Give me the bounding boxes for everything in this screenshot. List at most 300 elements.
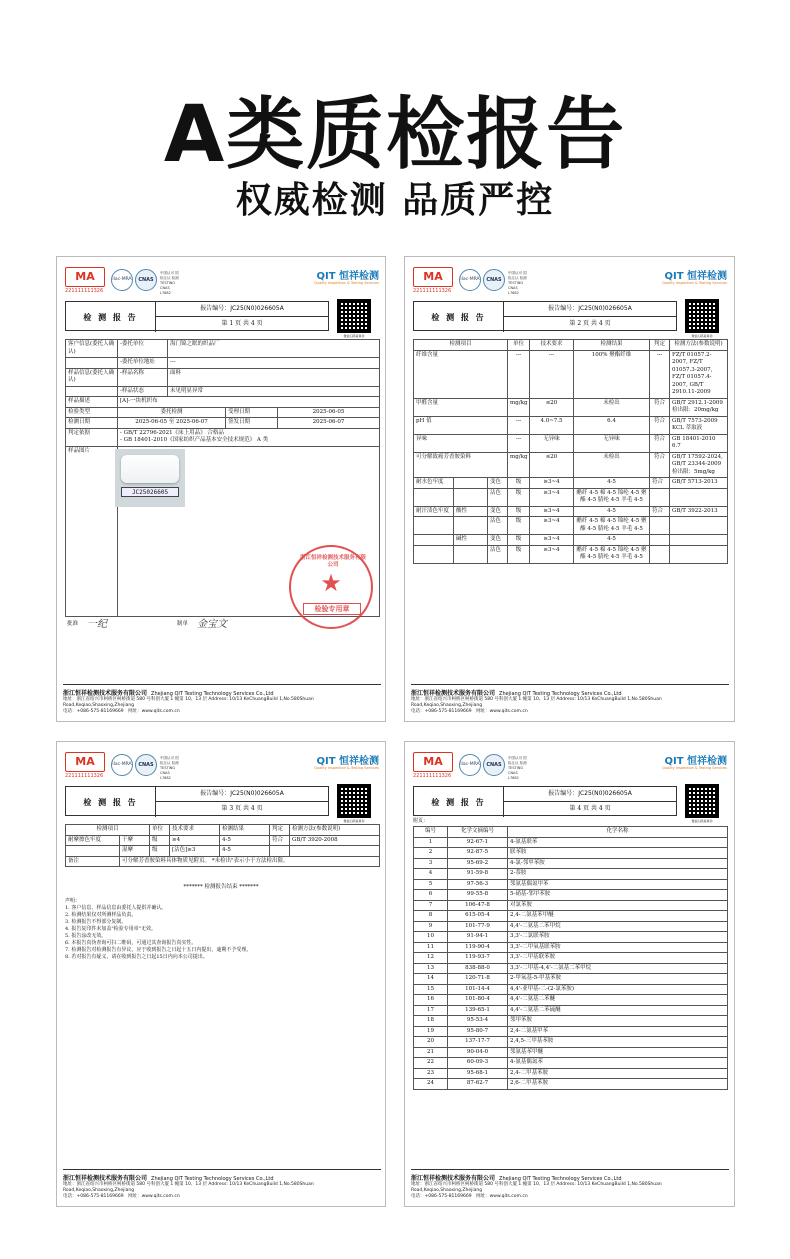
table-cell: 符合 xyxy=(650,416,670,434)
table-cell: 11 xyxy=(414,942,448,953)
ma-id: 221111111326 xyxy=(65,773,104,779)
table-cell: 检测日期 xyxy=(66,418,118,429)
table-row xyxy=(414,1016,728,1027)
table-header-row xyxy=(414,340,728,351)
table-cell: 对氯苯胺 xyxy=(508,900,728,911)
table-row xyxy=(414,1047,728,1058)
table-header: 单位 xyxy=(508,340,530,351)
table-header: 技术要求 xyxy=(530,340,574,351)
table-cell: 10 xyxy=(414,932,448,943)
table-cell: 邻氨基偶氮甲苯 xyxy=(508,879,728,890)
table-cell: 13 xyxy=(414,963,448,974)
table-cell xyxy=(414,517,454,535)
table-cell: 106-47-8 xyxy=(448,900,508,911)
table-cell: 2,4-二甲基苯胺 xyxy=(508,1068,728,1079)
table-cell: 级 xyxy=(150,846,170,857)
table-cell: 碱性 xyxy=(454,535,488,546)
table-cell: --- xyxy=(508,416,530,434)
table-cell: -样品状态 xyxy=(118,386,168,397)
qit-subtitle: Quality Inspection & Testing Services xyxy=(314,766,379,770)
table-cell: 纤维含量 xyxy=(414,350,508,398)
table-cell: [A]-一块机织布 xyxy=(118,397,380,408)
table-cell: 邻甲苯胺 xyxy=(508,1016,728,1027)
table-header-row xyxy=(414,827,728,838)
make-label: 制单 xyxy=(177,621,189,627)
table-cell xyxy=(670,488,728,506)
table-cell: 级 xyxy=(508,488,530,506)
company-name: 浙江恒祥检测技术服务有限公司 xyxy=(63,1175,148,1182)
table-cell: 2025-06-05 至 2025-06-07 xyxy=(118,418,226,429)
table-cell: 级 xyxy=(508,535,530,546)
qit-logo: QIT 恒祥检测 xyxy=(316,756,379,767)
basis-line: - GB/T 22796-2021《床上用品》 合格品 xyxy=(120,429,224,436)
table-cell xyxy=(454,488,488,506)
logo-bar xyxy=(413,752,727,782)
table-row xyxy=(414,984,728,995)
declaration-line: 3. 检测报告不得部分复制。 xyxy=(65,919,127,925)
table-cell: 95-80-7 xyxy=(448,1026,508,1037)
table-row xyxy=(414,974,728,985)
test-results-table xyxy=(413,339,728,564)
table-cell: 101-77-9 xyxy=(448,921,508,932)
qr-caption: 微信扫码查真伪 xyxy=(343,819,365,823)
table-cell: 样品图片 xyxy=(66,446,118,616)
table-cell: 无异味 xyxy=(530,434,574,452)
table-header: 单位 xyxy=(150,825,170,836)
table-cell: 6.4 xyxy=(574,416,650,434)
table-row xyxy=(414,911,728,922)
report-page-4 xyxy=(404,741,735,1207)
declaration-line: 1. 客户信息，样品信息由委托人提供并确认。 xyxy=(65,905,167,911)
table-cell: 4,4'-二氨基二苯醚 xyxy=(508,995,728,1006)
table-cell: --- xyxy=(168,358,380,369)
table-cell: 17 xyxy=(414,1005,448,1016)
table-row xyxy=(414,995,728,1006)
table-cell: FZ/T 01057.2-2007, FZ/T 01057.3-2007, FZ/T 01057.4-2007, GB/T 2910.11-2009 xyxy=(670,350,728,398)
table-cell: 备注 xyxy=(66,856,120,867)
table-cell: 87-62-7 xyxy=(448,1079,508,1090)
table-cell: 838-88-0 xyxy=(448,963,508,974)
cnas-logo: CNAS xyxy=(135,754,157,776)
table-cell: 21 xyxy=(414,1047,448,1058)
table-cell: 符合 xyxy=(270,835,290,846)
declaration xyxy=(65,898,365,961)
sample-photo xyxy=(115,449,185,507)
table-cell xyxy=(414,535,454,546)
table-cell: 4-5 xyxy=(220,835,270,846)
table-cell: GB 18401-2010 6.7 xyxy=(670,434,728,452)
page-footer xyxy=(63,1169,381,1200)
company-address: 地址：浙江省绍兴市柯桥区柯桥街道 580 号科创大厦 1 幢第 10、13 层 Address: 10/13 KeChuangBuild 1,No.580Shuan Road,Keqiao,Shaoxing,Zhejiang xyxy=(63,1182,314,1193)
table-cell: 4-氯-邻甲苯胺 xyxy=(508,858,728,869)
cnas-id: 中国认可 国际互认 检测 TESTING CNAS L7682 xyxy=(508,756,527,780)
table-cell: 检验类型 xyxy=(66,407,118,418)
table-cell: ≥3~4 xyxy=(530,506,574,517)
table-row xyxy=(414,837,728,848)
table-row xyxy=(414,1079,728,1090)
headline: A类质检报告 xyxy=(163,90,627,180)
qit-subtitle: Quality Inspection & Testing Services xyxy=(662,766,727,770)
table-cell: 119-90-4 xyxy=(448,942,508,953)
table-header: 编号 xyxy=(414,827,448,838)
table-cell: 醋纤 4-5 棉 4-5 锦纶 4-5 聚酯 4-5 腈纶 4-5 羊毛 4-5 xyxy=(574,488,650,506)
table-cell: 符合 xyxy=(650,478,670,489)
qr-code xyxy=(685,784,719,818)
report-number: 报告编号：JC25(N0)026605A xyxy=(504,302,676,317)
table-header: 检测项目 xyxy=(414,340,508,351)
table-cell: 可分解致癌芳香胺染料 xyxy=(414,452,508,478)
remark-text: 可分解芳香胺染料具体物质见附页。 *未检出"表示小于方法检出限。 xyxy=(120,856,380,867)
cnas-id: 中国认可 国际互认 检测 TESTING CNAS L7682 xyxy=(160,271,179,295)
qr-caption: 微信扫码查真伪 xyxy=(691,334,713,338)
table-row xyxy=(414,1005,728,1016)
table-cell: 样品信息(委托人确认) xyxy=(66,368,118,386)
table-cell: 级 xyxy=(508,545,530,563)
table-cell: 未检出 xyxy=(574,452,650,478)
report-number: 报告编号：JC25(N0)026605A xyxy=(156,302,328,317)
logo-bar xyxy=(65,752,379,782)
table-cell: 联苯胺 xyxy=(508,848,728,859)
table-row xyxy=(414,942,728,953)
table-row xyxy=(414,478,728,489)
table-cell: 2025-06-07 xyxy=(278,418,380,429)
table-cell: 3,3'-二氯联苯胺 xyxy=(508,932,728,943)
table-cell: 4-氨基联苯 xyxy=(508,837,728,848)
table-row xyxy=(414,963,728,974)
table-cell: -委托单位地址 xyxy=(118,358,168,369)
table-cell: 2,4,5-三甲基苯胺 xyxy=(508,1037,728,1048)
table-cell xyxy=(670,517,728,535)
table-cell: ≥3~4 xyxy=(530,517,574,535)
table-cell: 酸性 xyxy=(454,506,488,517)
table-cell: GB/T 17592-2024, GB/T 23344-2009 检出限：5mg/kg xyxy=(670,452,728,478)
qr-caption: 微信扫码查真伪 xyxy=(691,819,713,823)
ilac-logo: ilac-MRA xyxy=(111,269,133,291)
table-cell: mg/kg xyxy=(508,398,530,416)
table-cell: 24 xyxy=(414,1079,448,1090)
report-header xyxy=(413,786,677,816)
table-cell: 14 xyxy=(414,974,448,985)
declaration-line: 7. 检测报告对检测报告有异议，应于收到报告之日起十五日内提出，逾期不予受理。 xyxy=(65,947,252,953)
table-cell xyxy=(670,545,728,563)
table-cell: --- xyxy=(508,350,530,398)
ma-id: 221111111326 xyxy=(65,288,104,294)
company-name-en: Zhejiang QIT Testing Technology Services Co.,Ltd xyxy=(499,691,622,697)
ilac-logo: ilac-MRA xyxy=(459,754,481,776)
table-cell: 6 xyxy=(414,890,448,901)
table-cell: 4-氨基偶氮苯 xyxy=(508,1058,728,1069)
cnas-id: 中国认可 国际互认 检测 TESTING CNAS L7682 xyxy=(508,271,527,295)
qit-logo: QIT 恒祥检测 xyxy=(664,756,727,767)
table-cell: 符合 xyxy=(650,506,670,517)
table-row xyxy=(414,1037,728,1048)
table-cell: mg/kg xyxy=(508,452,530,478)
table-cell: -委托单位 xyxy=(118,340,168,358)
report-header xyxy=(65,786,329,816)
company-contact: 电话：+086-575-81169669 网址：www.qits.com.cn xyxy=(411,709,528,714)
table-row xyxy=(414,869,728,880)
table-cell: GB/T 3922-2013 xyxy=(670,506,728,517)
table-row xyxy=(414,1068,728,1079)
table-cell: --- xyxy=(530,350,574,398)
table-cell: -样品名称 xyxy=(118,368,168,386)
table-cell: 2,4-二氨基甲苯 xyxy=(508,1026,728,1037)
table-cell: 12 xyxy=(414,953,448,964)
declaration-line: 5. 报告涂改无效。 xyxy=(65,933,107,939)
table-row xyxy=(414,921,728,932)
report-title: 检 测 报 告 xyxy=(66,302,156,332)
table-cell: ≤20 xyxy=(530,398,574,416)
table-row xyxy=(414,1026,728,1037)
report-page-1 xyxy=(56,256,386,722)
table-header: 检测结果 xyxy=(220,825,270,836)
table-cell: 变色 xyxy=(488,535,508,546)
company-address: 地址：浙江省绍兴市柯桥区柯桥街道 580 号科创大厦 1 幢第 10、13 层 Address: 10/13 KeChuangBuild 1,No.580Shuan Road,Keqiao,Shaoxing,Zhejiang xyxy=(411,697,662,708)
report-number: 报告编号：JC25(N0)026605A xyxy=(156,787,328,802)
table-cell: 100% 聚酯纤维 xyxy=(574,350,650,398)
table-cell: ≥3~4 xyxy=(530,545,574,563)
table-cell: GB/T 7573-2009 KCL 萃取液 xyxy=(670,416,728,434)
table-header: 化学名称 xyxy=(508,827,728,838)
table-cell: 119-93-7 xyxy=(448,953,508,964)
table-cell: 符合 xyxy=(650,452,670,478)
table-cell: pH 值 xyxy=(414,416,508,434)
table-cell: 级 xyxy=(508,506,530,517)
table-cell: 5-硝基-邻甲苯胺 xyxy=(508,890,728,901)
declaration-line: 6. 本报告真伪查询可扫二维码，可通过其查询报告真实性。 xyxy=(65,940,197,946)
table-cell: 91-59-8 xyxy=(448,869,508,880)
ma-logo: MA xyxy=(413,752,453,772)
stamp-text: 浙江恒祥检测技术服务有限公司 xyxy=(299,555,366,568)
table-cell: 4,4'-二氨基二苯甲烷 xyxy=(508,921,728,932)
table-cell: 委托检测 xyxy=(118,407,226,418)
report-page-3 xyxy=(56,741,386,1207)
table-cell: 4-5 xyxy=(574,478,650,489)
table-header: 检测方法(参数说明) xyxy=(670,340,728,351)
table-row xyxy=(414,1058,728,1069)
table-header: 检测项目 xyxy=(66,825,150,836)
report-title: 检 测 报 告 xyxy=(414,302,504,332)
table-row xyxy=(414,506,728,517)
table-cell: 判定依据 xyxy=(66,428,118,446)
cnas-logo: CNAS xyxy=(135,269,157,291)
table-cell xyxy=(650,488,670,506)
table-cell: 1 xyxy=(414,837,448,848)
cnas-logo: CNAS xyxy=(483,754,505,776)
table-cell: ≥4 xyxy=(170,835,220,846)
logo-bar xyxy=(413,267,727,297)
table-cell: 3 xyxy=(414,858,448,869)
ilac-logo: ilac-MRA xyxy=(111,754,133,776)
table-cell: 级 xyxy=(508,517,530,535)
table-row xyxy=(414,350,728,398)
cnas-id: 中国认可 国际互认 检测 TESTING CNAS L7682 xyxy=(160,756,179,780)
table-cell: 醋纤 4-5 棉 4-5 锦纶 4-5 聚酯 4-5 腈纶 4-5 羊毛 4-5 xyxy=(574,545,650,563)
table-cell: 签发日期 xyxy=(226,418,278,429)
table-cell: 甲醛含量 xyxy=(414,398,508,416)
report-title: 检 测 报 告 xyxy=(414,787,504,817)
report-end: ******* 检测报告结束 ******* xyxy=(183,884,259,890)
table-cell: 无异味 xyxy=(574,434,650,452)
table-row xyxy=(414,953,728,964)
table-row xyxy=(414,398,728,416)
table-cell: 湿摩 xyxy=(120,846,150,857)
qr-caption: 微信扫码查真伪 xyxy=(343,334,365,338)
table-cell: 沾色 xyxy=(488,488,508,506)
table-cell: 120-71-8 xyxy=(448,974,508,985)
table-header: 化学文摘编号 xyxy=(448,827,508,838)
table-cell: 干摩 xyxy=(120,835,150,846)
table-cell: [沾色]≥3 xyxy=(170,846,220,857)
star-icon: ★ xyxy=(320,569,342,597)
table-cell: 沾色 xyxy=(488,545,508,563)
table-cell xyxy=(414,545,454,563)
table-cell: 95-53-4 xyxy=(448,1016,508,1027)
page-footer xyxy=(411,1169,729,1200)
table-row xyxy=(414,416,728,434)
table-cell: 137-17-7 xyxy=(448,1037,508,1048)
table-cell: 7 xyxy=(414,900,448,911)
table-cell: 95-69-2 xyxy=(448,858,508,869)
declaration-line: 4. 报告复印件未加盖"检验专用章"无效。 xyxy=(65,926,156,932)
stamp-band: 检验专用章 xyxy=(303,603,361,615)
report-header xyxy=(413,301,677,331)
page-number: 第 4 页 共 4 页 xyxy=(569,805,611,812)
table-cell: 16 xyxy=(414,995,448,1006)
table-cell: 海门锦之眠的织品厂 xyxy=(168,340,380,358)
table-cell: 异味 xyxy=(414,434,508,452)
table-cell: 符合 xyxy=(650,434,670,452)
table-row xyxy=(414,932,728,943)
qit-logo: QIT 恒祥检测 xyxy=(316,271,379,282)
table-cell: 4-5 xyxy=(574,506,650,517)
company-contact: 电话：+086-575-81169669 网址：www.qits.com.cn xyxy=(63,1194,180,1199)
table-row xyxy=(414,858,728,869)
company-name: 浙江恒祥检测技术服务有限公司 xyxy=(411,1175,496,1182)
table-header: 检测方法(参数说明) xyxy=(290,825,380,836)
table-cell: 101-14-4 xyxy=(448,984,508,995)
table-cell: 4-5 xyxy=(574,535,650,546)
table-cell xyxy=(414,488,454,506)
table-row xyxy=(414,517,728,535)
qit-subtitle: Quality Inspection & Testing Services xyxy=(314,281,379,285)
table-cell: 邻氨基苯甲醚 xyxy=(508,1047,728,1058)
report-header xyxy=(65,301,329,331)
ma-logo: MA xyxy=(65,267,105,287)
table-row xyxy=(414,488,728,506)
table-cell xyxy=(454,478,488,489)
table-cell: --- xyxy=(508,434,530,452)
table-header: 判定 xyxy=(650,340,670,351)
rubbing-table xyxy=(65,824,380,867)
approve-label: 批准 xyxy=(67,621,79,627)
logo-bar xyxy=(65,267,379,297)
table-cell: 2025-06-05 xyxy=(278,407,380,418)
table-cell: 醋纤 4-5 棉 4-5 锦纶 4-5 聚酯 4-5 腈纶 4-5 羊毛 4-5 xyxy=(574,517,650,535)
table-cell: 变色 xyxy=(488,478,508,489)
table-cell: 级 xyxy=(508,478,530,489)
table-cell xyxy=(118,428,380,446)
table-cell: ≥3~4 xyxy=(530,535,574,546)
cnas-logo: CNAS xyxy=(483,269,505,291)
table-cell: 22 xyxy=(414,1058,448,1069)
table-cell xyxy=(454,517,488,535)
declaration-line: 2. 检测结果仅对所测样品负责。 xyxy=(65,912,137,918)
table-cell: 未见明显异常 xyxy=(168,386,380,397)
table-cell xyxy=(650,517,670,535)
qit-subtitle: Quality Inspection & Testing Services xyxy=(662,281,727,285)
table-cell: 4-5 xyxy=(220,846,270,857)
table-cell: 客户信息(委托人确认) xyxy=(66,340,118,358)
table-cell: 未检出 xyxy=(574,398,650,416)
table-cell: 97-56-3 xyxy=(448,879,508,890)
table-cell: 耐摩擦色牢度 xyxy=(66,835,120,846)
page-footer xyxy=(63,684,381,715)
table-cell: 18 xyxy=(414,1016,448,1027)
ma-logo: MA xyxy=(65,752,105,772)
table-cell xyxy=(454,545,488,563)
table-cell: 沾色 xyxy=(488,517,508,535)
table-row xyxy=(414,535,728,546)
table-header: 判定 xyxy=(270,825,290,836)
appendix-label: 附页： xyxy=(413,818,429,824)
company-name: 浙江恒祥检测技术服务有限公司 xyxy=(63,690,148,697)
table-cell xyxy=(650,535,670,546)
table-cell: 20 xyxy=(414,1037,448,1048)
sample-tag: JC25026605 xyxy=(121,487,179,497)
ilac-logo: ilac-MRA xyxy=(459,269,481,291)
company-name-en: Zhejiang QIT Testing Technology Services Co.,Ltd xyxy=(151,691,274,697)
table-cell: 样品描述 xyxy=(66,397,118,408)
table-cell: 2,6-二甲基苯胺 xyxy=(508,1079,728,1090)
company-address: 地址：浙江省绍兴市柯桥区柯桥街道 580 号科创大厦 1 幢第 10、13 层 Address: 10/13 KeChuangBuild 1,No.580Shuan Road,Keqiao,Shaoxing,Zhejiang xyxy=(411,1182,662,1193)
table-cell: 级 xyxy=(150,835,170,846)
table-cell: 23 xyxy=(414,1068,448,1079)
table-row xyxy=(414,900,728,911)
table-cell: 4.0~7.5 xyxy=(530,416,574,434)
table-cell: ≥3~4 xyxy=(530,488,574,506)
ma-id: 221111111326 xyxy=(413,288,452,294)
ma-logo: MA xyxy=(413,267,453,287)
report-page-2 xyxy=(404,256,735,722)
company-contact: 电话：+086-575-81169669 网址：www.qits.com.cn xyxy=(63,709,180,714)
table-cell: 受理日期 xyxy=(226,407,278,418)
table-row xyxy=(414,452,728,478)
table-cell: 92-67-1 xyxy=(448,837,508,848)
table-cell: --- xyxy=(650,350,670,398)
company-name: 浙江恒祥检测技术服务有限公司 xyxy=(411,690,496,697)
table-cell: 2-萘胺 xyxy=(508,869,728,880)
company-contact: 电话：+086-575-81169669 网址：www.qits.com.cn xyxy=(411,1194,528,1199)
page-number: 第 1 页 共 4 页 xyxy=(221,320,263,327)
table-cell xyxy=(650,545,670,563)
table-cell: ≥3~4 xyxy=(530,478,574,489)
report-number: 报告编号：JC25(N0)026605A xyxy=(504,787,676,802)
table-cell: 15 xyxy=(414,984,448,995)
amine-table xyxy=(413,826,728,1090)
table-cell: 耐水色牢度 xyxy=(414,478,454,489)
table-cell: 2-甲氧基-5-甲基苯胺 xyxy=(508,974,728,985)
table-cell: 符合 xyxy=(650,398,670,416)
table-cell: 101-80-4 xyxy=(448,995,508,1006)
table-cell: 92-87-5 xyxy=(448,848,508,859)
table-cell: 3,3'-二甲基-4,4'-二氨基二苯甲烷 xyxy=(508,963,728,974)
qr-code xyxy=(337,299,371,333)
table-cell: 面料 xyxy=(168,368,380,386)
table-header: 检测结果 xyxy=(574,340,650,351)
table-cell: 4 xyxy=(414,869,448,880)
table-row xyxy=(414,848,728,859)
